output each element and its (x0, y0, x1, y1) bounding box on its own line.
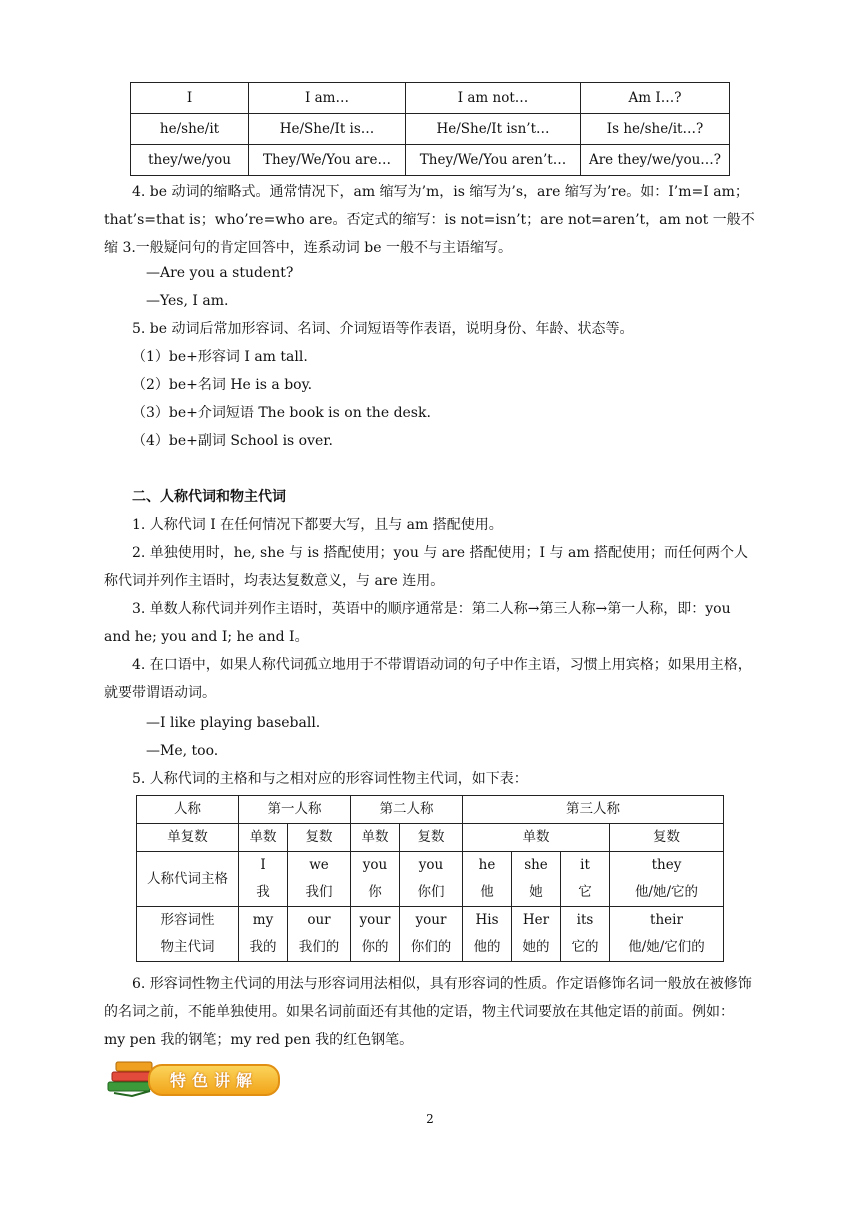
table-cell: Her 她的 (512, 907, 561, 962)
paragraph: 4. 在口语中，如果人称代词孤立地用于不带谓语动词的句子中作主语，习惯上用宾格；如果用主格，就要带谓语动词。 (104, 657, 752, 701)
list-item: （4）be+副词 School is over. (132, 433, 333, 449)
table-header: 第三人称 (463, 796, 724, 824)
table-cell: you 你们 (400, 852, 463, 907)
table-cell: my 我的 (239, 907, 288, 962)
page-number: 2 (426, 1112, 434, 1126)
table-row (137, 824, 724, 852)
table-cell: Are they/we/you…? (581, 145, 730, 176)
table-cell: I (131, 83, 249, 114)
list-item: （3）be+介词短语 The book is on the desk. (132, 405, 431, 421)
table-cell: they/we/you (131, 145, 249, 176)
paragraph: 5. 人称代词的主格和与之相对应的形容词性物主代词，如下表： (132, 771, 528, 787)
table-cell: your 你们的 (400, 907, 463, 962)
table-cell: 复数 (288, 824, 351, 852)
badge-label: 特色讲解 (169, 1071, 258, 1090)
table-cell: they 他/她/它的 (610, 852, 724, 907)
table-cell: 单数 (351, 824, 400, 852)
table-row (131, 114, 730, 145)
paragraph-contractions: 4. be 动词的缩略式。通常情况下，am 缩写为’m，is 缩写为’s，are 缩写为’re。如：I’m=I am；that’s=that is；who’re=who are。否定式的缩写：is not=isn’t；are not=aren’t，am not 一般不缩 3.一般疑问句的肯定回答中，连系动词 be 一般不与主语缩写。 (104, 184, 755, 256)
table-cell: He/She/It is… (249, 114, 406, 145)
table-cell: They/We/You are… (249, 145, 406, 176)
table-cell: she 她 (512, 852, 561, 907)
list-item: （1）be+形容词 I am tall. (132, 349, 308, 365)
table-cell: Is he/she/it…? (581, 114, 730, 145)
example-answer: —Yes, I am. (146, 293, 229, 309)
paragraph: 1. 人称代词 I 在任何情况下都要大写，且与 am 搭配使用。 (132, 517, 503, 533)
pronoun-table (136, 795, 724, 962)
table-cell: I am… (249, 83, 406, 114)
table-cell: They/We/You aren’t… (406, 145, 581, 176)
list-item: （2）be+名词 He is a boy. (132, 377, 313, 393)
paragraph-predicative: 5. be 动词后常加形容词、名词、介词短语等作表语，说明身份、年龄、状态等。 (132, 321, 634, 337)
table-cell: he/she/it (131, 114, 249, 145)
table-cell: its 它的 (561, 907, 610, 962)
table-row (137, 907, 724, 962)
table-cell: he 他 (463, 852, 512, 907)
paragraph: 6. 形容词性物主代词的用法与形容词用法相似，具有形容词的性质。作定语修饰名词一般放在被修饰的名词之前，不能单独使用。如果名词前面还有其他的定语，物主代词要放在其他定语的前面。例如： my pen 我的钢笔；my red pen 我的红色钢笔。 (104, 976, 752, 1048)
table-cell: their 他/她/它们的 (610, 907, 724, 962)
table-cell: it 它 (561, 852, 610, 907)
example-question: —Are you a student? (146, 265, 294, 281)
table-cell: 单数 (239, 824, 288, 852)
table-cell: we 我们 (288, 852, 351, 907)
table-cell: He/She/It isn’t… (406, 114, 581, 145)
table-row (137, 796, 724, 824)
table-row (131, 145, 730, 176)
table-cell: Am I…? (581, 83, 730, 114)
table-cell: 复数 (400, 824, 463, 852)
paragraph: 2. 单独使用时，he, she 与 is 搭配使用；you 与 are 搭配使用；I 与 am 搭配使用；而任何两个人称代词并列作主语时，均表达复数意义，与 are 连用。 (104, 545, 749, 589)
table-cell: our 我们的 (288, 907, 351, 962)
conjugation-table (130, 82, 730, 176)
table-header: 人称 (137, 796, 239, 824)
table-row (137, 852, 724, 907)
table-row (131, 83, 730, 114)
row-label: 形容词性 物主代词 (137, 907, 239, 962)
example-answer: —Me, too. (146, 743, 219, 759)
example-question: —I like playing baseball. (146, 715, 321, 731)
table-header: 第二人称 (351, 796, 463, 824)
table-cell: 复数 (610, 824, 724, 852)
table-cell: your 你的 (351, 907, 400, 962)
table-cell: I am not… (406, 83, 581, 114)
row-label: 人称代词主格 (137, 852, 239, 907)
table-cell: His 他的 (463, 907, 512, 962)
table-cell: you 你 (351, 852, 400, 907)
table-header: 单复数 (137, 824, 239, 852)
badge-pill (148, 1064, 280, 1096)
paragraph: 3. 单数人称代词并列作主语时，英语中的顺序通常是：第二人称→第三人称→第一人称，即：you and he; you and I; he and I。 (104, 601, 731, 645)
table-header: 第一人称 (239, 796, 351, 824)
feature-badge (104, 1058, 280, 1098)
section-heading: 二、人称代词和物主代词 (132, 489, 286, 505)
table-cell: 单数 (463, 824, 610, 852)
table-cell: I 我 (239, 852, 288, 907)
